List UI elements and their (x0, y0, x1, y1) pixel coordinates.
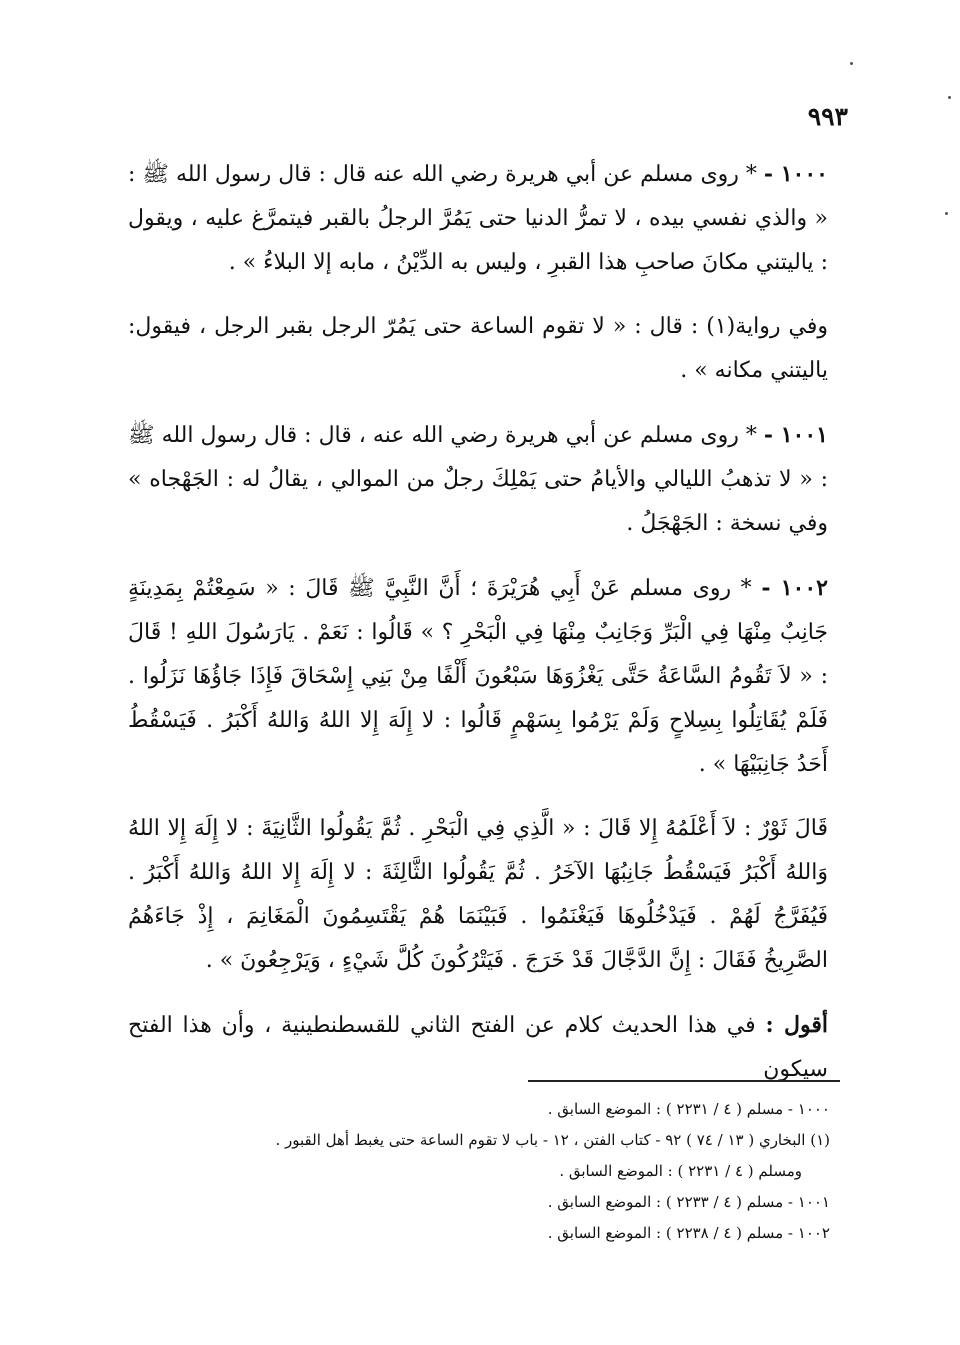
footnote-item: ١٠٠٠ - مسلم ( ٤ / ٢٢٣١ ) : الموضع السابق . (547, 1100, 830, 1118)
footnote-item: (١) البخاري ( ١٣ / ٧٤ ) ٩٢ - كتاب الفتن ، ١٢ - باب لا تقوم الساعة حتى يغبط أهل القبور . (275, 1131, 830, 1149)
hadith-number: ١٠٠١ - (763, 422, 828, 448)
footnotes (122, 1094, 842, 1249)
scan-speck (948, 96, 951, 99)
commentary-text: في هذا الحديث كلام عن الفتح الثاني للقسطنطينية ، وأن هذا الفتح سيكون (128, 1013, 828, 1082)
thawr-text: قَالَ ثَوْرٌ : لاَ أَعْلَمُهُ إِلا قَالَ : « الَّذِي فِي الْبَحْرِ . ثُمَّ يَقُولُوا الثَّانِيَةَ : لا إِلَهَ إِلا اللهُ وَاللهُ أَكْبَرُ فَيَسْقُطُ جَانِبُهَا الآخَرُ . ثُمَّ يَقُولُوا الثَّالِثَةَ : لا إِلَهَ إِلا اللهُ وَاللهُ أَكْبَرُ . فَيُفَرَّجُ لَهُمْ . فَيَدْخُلُوهَا فَيَغْنَمُوا . فَبَيْنَمَا هُمْ يَقْتَسِمُونَ الْمَغَانِمَ ، إِذْ جَاءَهُمُ الصَّرِيخُ فَقَالَ : إِنَّ الدَّجَّالَ قَدْ خَرَجَ . فَيَتْرُكُونَ كُلَّ شَيْءٍ ، وَيَرْجِعُونَ » . (128, 816, 828, 973)
scan-speck (850, 62, 853, 65)
thawr-paragraph (128, 807, 828, 983)
main-text (128, 152, 828, 1112)
hadith-1001 (128, 413, 828, 546)
hadith-number: ١٠٠٠ - (763, 161, 828, 187)
page-number: ٩٩٣ (807, 102, 848, 131)
hadith-text: * روى مسلم عَنْ أَبِي هُرَيْرَةَ ؛ أَنَّ النَّبِيَّ ﷺ قَالَ : « سَمِعْتُمْ بِمَدِينَةٍ جَانِبٌ مِنْهَا فِي الْبَرِّ وَجَانِبٌ مِنْهَا فِي الْبَحْرِ ؟ » قَالُوا : نَعَمْ . يَارَسُولَ اللهِ ! قَالَ : « لاَ تَقُومُ السَّاعَةُ حَتَّى يَغْزُوَهَا سَبْعُونَ أَلْفًا مِنْ بَنِي إِسْحَاقَ فَإِذَا جَاؤُهَا نَزَلُوا . فَلَمْ يُقَاتِلُوا بِسِلاحٍ وَلَمْ يَرْمُوا بِسَهْمٍ قَالُوا : لا إِلَهَ إِلا اللهُ وَاللهُ أَكْبَرُ . فَيَسْقُطُ أَحَدُ جَانِبَيْهَا » . (128, 576, 828, 777)
hadith-1000 (128, 152, 828, 285)
scan-speck (945, 212, 948, 215)
riwaya-text: وفي رواية(١) : قال : « لا تقوم الساعة حتى يَمُرّ الرجل بقبر الرجل ، فيقول: ياليتني مكانه » . (128, 314, 828, 383)
footnote-item: ١٠٠٢ - مسلم ( ٤ / ٢٢٣٨ ) : الموضع السابق . (547, 1224, 830, 1242)
footnote-divider (528, 1080, 840, 1082)
hadith-text: * روى مسلم عن أبي هريرة رضي الله عنه ، قال : قال رسول الله ﷺ : « لا تذهبُ الليالي والأيامُ حتى يَمْلِكَ رجلٌ من الموالي ، يقالُ له : الجَهْجاه » وفي نسخة : الجَهْجَلُ . (128, 423, 828, 536)
hadith-1002 (128, 566, 828, 787)
commentary-paragraph (128, 1003, 828, 1092)
riwaya-paragraph (128, 305, 828, 393)
footnote-item: ١٠٠١ - مسلم ( ٤ / ٢٢٣٣ ) : الموضع السابق . (547, 1193, 830, 1211)
hadith-text: * روى مسلم عن أبي هريرة رضي الله عنه قال : قال رسول الله ﷺ : « والذي نفسي بيده ، لا تمرُّ الدنيا حتى يَمُرَّ الرجلُ بالقبر فيتمرَّغ عليه ، ويقول : ياليتني مكانَ صاحبِ هذا القبرِ ، وليس به الدِّيْنُ ، مابه إلا البلاءُ » . (128, 162, 828, 275)
footnote-item: ومسلم ( ٤ / ٢٢٣١ ) : الموضع السابق . (559, 1162, 802, 1180)
hadith-number: ١٠٠٢ - (761, 575, 828, 601)
commentary-lead: أقول : (765, 1012, 828, 1038)
